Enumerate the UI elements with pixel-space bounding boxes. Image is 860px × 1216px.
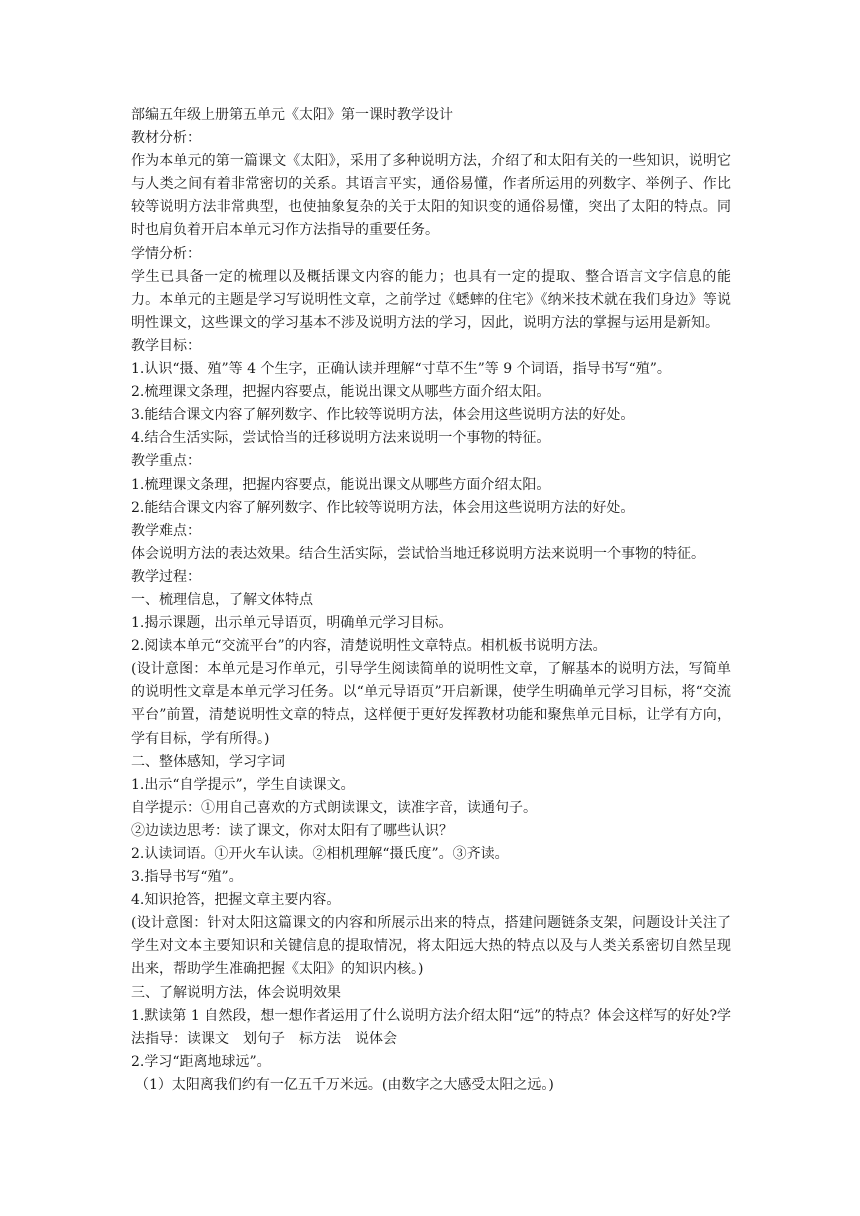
list-item: 2.学习“距离地球远”。 — [131, 1053, 271, 1070]
section-heading: 教学难点： — [131, 522, 201, 539]
subsection-heading: 三、了解说明方法，体会说明效果 — [131, 984, 341, 1001]
section-heading: 教学重点： — [131, 453, 201, 470]
section-heading: 教材分析： — [131, 130, 201, 147]
list-item: 3.指导书写“殖”。 — [131, 869, 243, 886]
list-item: 2.能结合课文内容了解列数字、作比较等说明方法，体会用这些说明方法的好处。 — [131, 499, 635, 516]
list-item: 2.认读词语。①开火车认读。②相机理解“摄氏度”。③齐读。 — [131, 846, 509, 862]
list-item: 1.认识“摄、殖”等 4 个生字，正确认读并理解“寸草不生”等 9 个词语，指导书写“殖”。 — [131, 361, 671, 378]
list-item: 2.阅读本单元“交流平台”的内容，清楚说明性文章特点。相机板书说明方法。 — [131, 638, 607, 655]
paragraph: 学生已具备一定的梳理以及概括课文内容的能力；也具有一定的提取、整合语言文字信息的能力。本单元的主题是学习写说明性文章，之前学过《蟋蟀的住宅》《纳米技术就在我们身边》等说明性课文，这些课文的学习基本不涉及说明方法的学习，因此，说明方法的掌握与运用是新知。 — [131, 268, 731, 331]
list-item: 4.结合生活实际，尝试恰当的迁移说明方法来说明一个事物的特征。 — [131, 430, 551, 447]
document-page — [131, 104, 731, 1097]
list-item: 1.揭示课题，出示单元导语页，明确单元学习目标。 — [131, 615, 453, 632]
document-title: 部编五年级上册第五单元《太阳》第一课时教学设计 — [131, 107, 453, 123]
paragraph: 自学提示：①用自己喜欢的方式朗读课文，读准字音，读通句子。 — [131, 799, 537, 816]
paragraph: ②边读边思考：读了课文，你对太阳有了哪些认识？ — [131, 822, 453, 839]
list-item: （1）太阳离我们约有一亿五千万米远。(由数字之大感受太阳之远。) — [135, 1076, 554, 1093]
design-note: (设计意图：本单元是习作单元，引导学生阅读简单的说明性文章，了解基本的说明方法，写简单的说明性文章是本单元学习任务。以“单元导语页”开启新课，使学生明确单元学习目标，将“交流平台”前置，清楚说明性文章的特点，这样便于更好发挥教材功能和聚焦单元目标，让学有方向，学有目标，学有所得。) — [131, 661, 731, 747]
section-heading: 教学过程： — [131, 568, 201, 585]
list-item: 1.出示“自学提示”，学生自读课文。 — [131, 776, 355, 793]
list-item: 4.知识抢答，把握文章主要内容。 — [131, 892, 341, 909]
design-note: (设计意图：针对太阳这篇课文的内容和所展示出来的特点，搭建问题链条支架，问题设计关注了学生对文本主要知识和关键信息的提取情况，将太阳远大热的特点以及与人类关系密切自然呈现出来，帮助学生准确把握《太阳》的知识内核。) — [131, 915, 731, 978]
list-item: 3.能结合课文内容了解列数字、作比较等说明方法，体会用这些说明方法的好处。 — [131, 407, 635, 424]
paragraph: 体会说明方法的表达效果。结合生活实际，尝试恰当地迁移说明方法来说明一个事物的特征。 — [131, 545, 705, 562]
list-item: 1.梳理课文条理，把握内容要点，能说出课文从哪些方面介绍太阳。 — [131, 476, 551, 493]
list-item: 2.梳理课文条理，把握内容要点，能说出课文从哪些方面介绍太阳。 — [131, 384, 551, 401]
paragraph: 作为本单元的第一篇课文《太阳》，采用了多种说明方法，介绍了和太阳有关的一些知识，说明它与人类之间有着非常密切的关系。其语言平实，通俗易懂，作者所运用的列数字、举例子、作比较等说明方法非常典型，也使抽象复杂的关于太阳的知识变的通俗易懂，突出了太阳的特点。同时也肩负着开启本单元习作方法指导的重要任务。 — [131, 153, 731, 239]
section-heading: 学情分析： — [131, 245, 201, 262]
list-item: 1.默读第 1 自然段，想一想作者运用了什么说明方法介绍太阳“远”的特点？体会这样写的好处?学法指导：读课文 划句子 标方法 说体会 — [131, 1007, 731, 1047]
section-heading: 教学目标： — [131, 337, 201, 354]
subsection-heading: 二、整体感知，学习字词 — [131, 753, 285, 770]
subsection-heading: 一、梳理信息，了解文体特点 — [131, 591, 313, 608]
